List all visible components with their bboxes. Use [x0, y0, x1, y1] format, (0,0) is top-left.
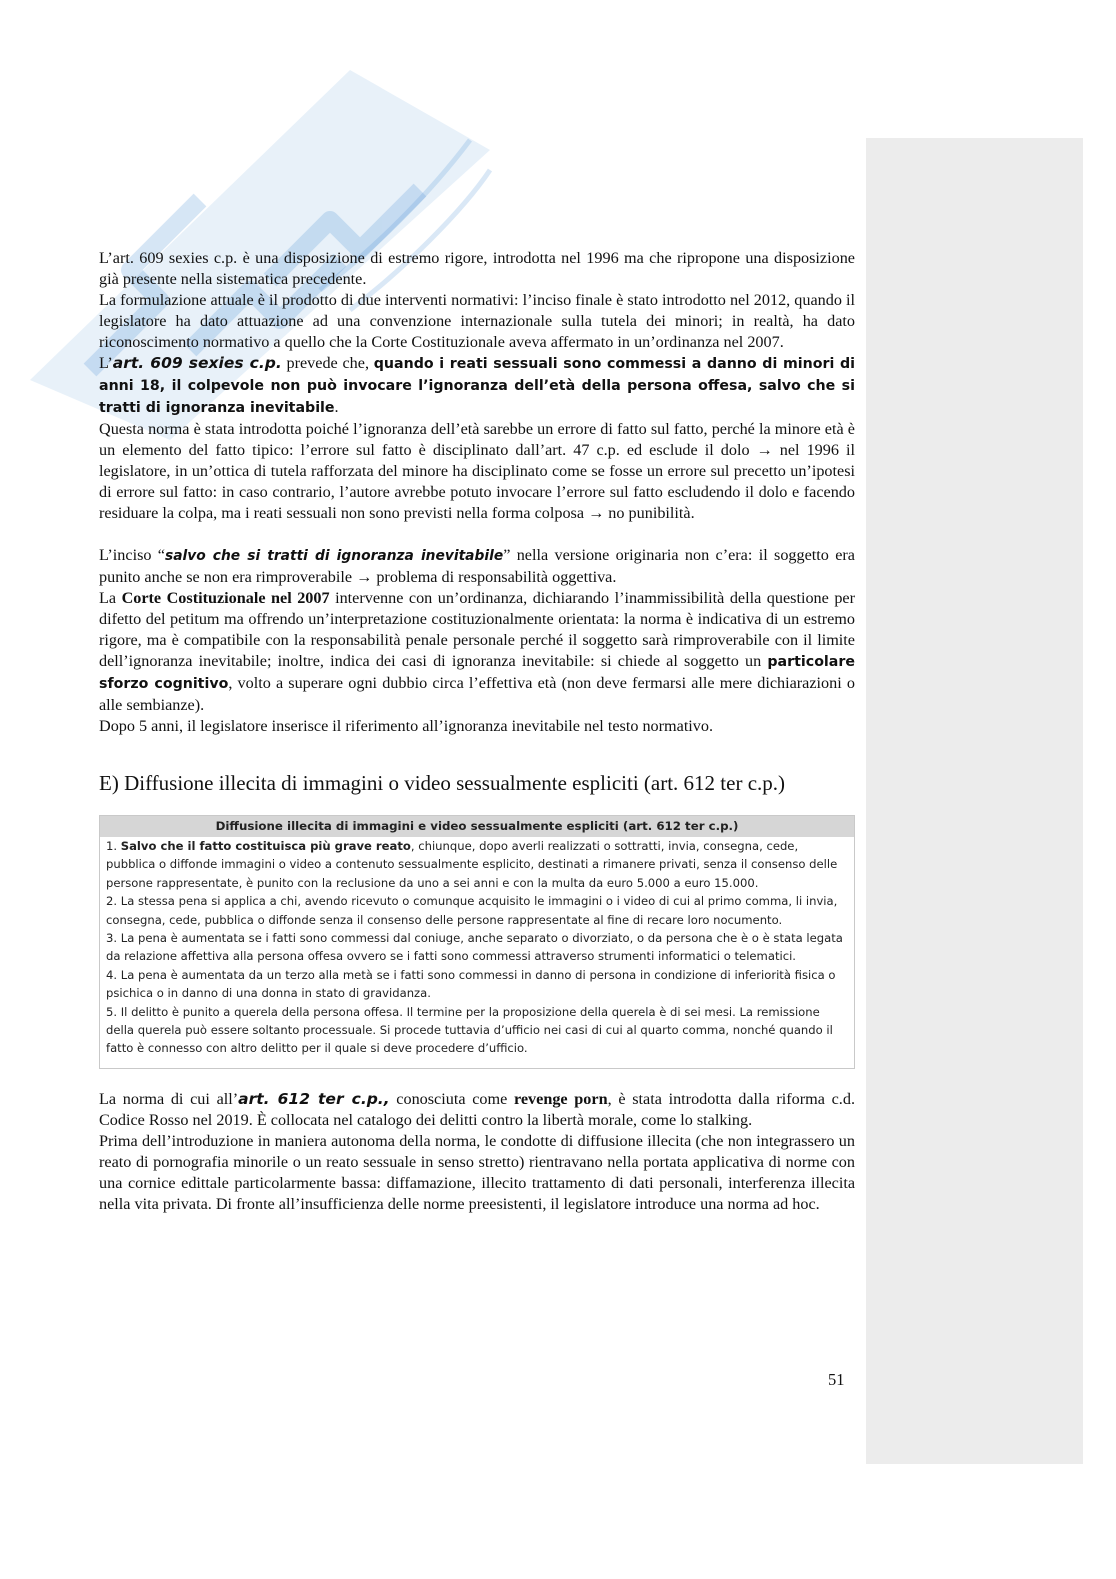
law-box-body	[100, 837, 854, 1068]
bold-text: particolare sforzo cognitivo	[99, 654, 855, 692]
law-text-box	[99, 815, 855, 1069]
text-run: ” nella versione originaria non c’era: il soggetto era punito anche se non era rimproverabile → problema di responsabilità oggettiva.	[99, 546, 855, 586]
page-content	[99, 248, 855, 1215]
text-run: , è stata introdotta dalla riforma c.d. Codice Rosso nel 2019. È collocata nel catalogo dei delitti contro la libertà morale, come lo stalking.	[99, 1089, 855, 1129]
text-run: .	[334, 398, 339, 416]
text-run: prevede che,	[281, 354, 374, 372]
paragraph	[99, 353, 855, 419]
text-run: conosciuta come	[389, 1089, 514, 1108]
article-reference: art. 609 sexies c.p.	[112, 354, 282, 372]
law-comma: 3. La pena è aumentata se i fatti sono commessi dal coniuge, anche separato o divorziato, o da persona che è o è stata legata da relazione affettiva alla persona offesa ovvero se i fatti sono commessi attraverso strumenti informatici o telematici.	[106, 931, 843, 964]
quoted-clause: salvo che si tratti di ignoranza inevitabile	[164, 548, 504, 564]
law-comma: 4. La pena è aumentata da un terzo alla metà se i fatti sono commessi in danno di persona in condizione di inferiorità fisica o psichica o in danno di una donna in stato di gravidanza.	[106, 967, 836, 1001]
paragraph: Prima dell’introduzione in maniera autonoma della norma, le condotte di diffusione illecita (che non integrassero un reato di pornografia minorile o un reato sessuale in senso stretto) rientravano nella portata applicativa di norme con una cornice edittale particolarmente bassa: diffamazione, illecito trattamento di dati personali, interferenza illecita nella vita privata. Di fronte all’insufficienza delle norme preesistenti, il legislatore introduce una norma ad hoc.	[99, 1131, 855, 1213]
text-run: , volto a superare ogni dubbio circa l’effettiva età (non deve fermarsi alle mere dichiarazioni o alle sembianze).	[99, 674, 855, 714]
paragraph: La formulazione attuale è il prodotto di due interventi normativi: l’inciso finale è stato introdotto nel 2012, quando il legislatore ha dato attuazione ad una convenzione internazionale sulla tutela dei minori; in realtà, ha dato riconoscimento normativo a quello che la Corte Costituzionale aveva affermato in un’ordinanza nel 2007.	[99, 291, 855, 351]
page-number: 51	[828, 1370, 845, 1389]
comma-number: 1.	[106, 839, 121, 853]
text-run: L’	[99, 354, 113, 372]
bold-text: Corte Costituzionale nel 2007	[121, 589, 330, 607]
section-heading: E) Diffusione illecita di immagini o video sessualmente espliciti (art. 612 ter c.p.)	[99, 771, 786, 795]
paragraph	[99, 545, 855, 588]
text-run: La norma di cui all’	[99, 1089, 239, 1108]
text-run: intervenne con un’ordinanza, dichiarando l’inammissibilità della questione per difetto del petitum ma offrendo un’interpretazione costituzionalmente orientata: la norma è indicativa di un estremo rigore, ma è compatibile con la responsabilità penale personale perché il soggetto sarà rimproverabile con il limite dell’ignoranza inevitabile; inoltre, indica dei casi di ignoranza inevitabile: si chiede al soggetto un	[99, 589, 855, 670]
law-comma	[106, 837, 848, 892]
law-box-title: Diffusione illecita di immagini e video sessualmente espliciti (art. 612 ter c.p.)	[100, 816, 854, 837]
text-run: L’inciso “	[99, 546, 165, 564]
bold-text: revenge porn	[513, 1089, 608, 1108]
paragraph: Questa norma è stata introdotta poiché l’ignoranza dell’età sarebbe un errore di fatto sul fatto, perché la minore età è un elemento del fatto tipico: l’errore sul fatto è disciplinato dall’art. 47 c.p. ed esclude il dolo → nel 1996 il legislatore, in un’ottica di tutela rafforzata del minore ha disciplinato come se fosse un errore sul precetto un’ipotesi di errore sul fatto: in caso contrario, l’autore avrebbe potuto invocare l’errore sul fatto escludendo il dolo e facendo residuare la colpa, ma i reati sessuali non sono previsti nella forma colposa → no punibilità.	[99, 420, 855, 522]
bold-text: Salvo che il fatto costituisca più grave reato	[120, 839, 411, 853]
article-reference: art. 612 ter c.p.,	[238, 1089, 390, 1108]
comment-margin-band	[866, 138, 1083, 1464]
text-run: , chiunque, dopo averli realizzati o sottratti, invia, consegna, cede, pubblica o diffonde immagini o video a contenuto sessualmente esplicito, destinati a rimanere privati, senza il consenso delle persone rappresentate, è punito con la reclusione da uno a sei anni e con la multa da euro 5.000 a euro 15.000.	[106, 839, 838, 890]
paragraph: L’art. 609 sexies c.p. è una disposizione di estremo rigore, introdotta nel 1996 ma che ripropone una disposizione già presente nella sistematica precedente.	[99, 249, 855, 288]
law-comma: 5. Il delitto è punito a querela della persona offesa. Il termine per la proposizione della querela è di sei mesi. La remissione della querela può essere soltanto processuale. Si procede tuttavia d’ufficio nei casi di cui al quarto comma, nonché quando il fatto è connesso con altro delitto per il quale si deve procedere d’ufficio.	[106, 1004, 833, 1056]
bold-text: quando i reati sessuali sono commessi a danno di minori di anni 18, il colpevole non può invocare l’ignoranza dell’età della persona offesa, salvo che si tratti di ignoranza inevitabile	[99, 356, 856, 416]
paragraph	[99, 588, 855, 716]
paragraph	[99, 1089, 855, 1131]
text-run: La	[99, 589, 122, 607]
paragraph: Dopo 5 anni, il legislatore inserisce il riferimento all’ignoranza inevitabile nel testo normativo.	[99, 717, 714, 735]
law-comma: 2. La stessa pena si applica a chi, avendo ricevuto o comunque acquisito le immagini o i video di cui al primo comma, li invia, consegna, cede, pubblica o diffonde senza il consenso delle persone rappresentate al fine di recare loro nocumento.	[106, 894, 838, 927]
